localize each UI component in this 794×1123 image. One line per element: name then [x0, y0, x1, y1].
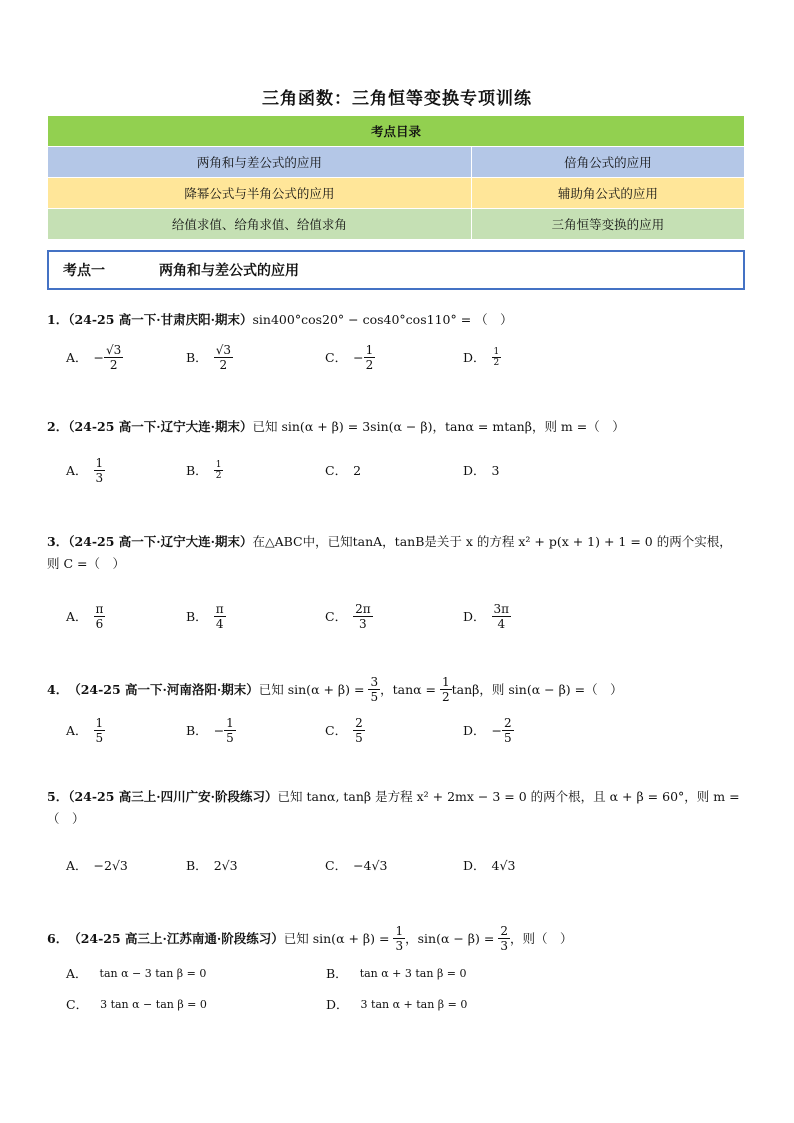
options-3 [66, 596, 746, 636]
option-label: B． [186, 609, 208, 624]
option-label: A． [66, 723, 88, 738]
option-c[interactable] [325, 845, 387, 885]
option-label: A． [66, 966, 88, 981]
question-source: （24-25 高一下·辽宁大连·期末） [68, 419, 253, 434]
question-number: 6． [47, 930, 69, 946]
fraction-numerator: 3 [370, 675, 379, 689]
option-b[interactable] [186, 596, 226, 636]
option-d[interactable] [463, 710, 514, 750]
option-sign: − [353, 349, 364, 365]
fraction-denominator: 2 [493, 357, 500, 368]
question-number: 1． [47, 312, 69, 327]
fraction-numerator: 1 [95, 455, 104, 470]
fraction-numerator: 1 [365, 342, 374, 357]
option-text: −2√3 [93, 857, 128, 873]
question-number: 3． [47, 534, 69, 549]
option-c[interactable] [325, 710, 365, 750]
question-4 [47, 675, 747, 704]
fraction-numerator: √3 [106, 342, 122, 357]
option-label: B． [186, 350, 208, 365]
fraction-numerator: 2π [355, 601, 371, 616]
section-number: 考点一 [63, 263, 105, 279]
question-stem: tanβ，则 sin(α − β) =（ ） [451, 681, 623, 697]
option-d[interactable] [463, 596, 511, 636]
options-5 [66, 845, 746, 885]
question-source: （24-25 高一下·河南洛阳·期末） [68, 681, 259, 697]
fraction-denominator: 3 [500, 939, 508, 953]
question-5 [47, 786, 747, 830]
fraction-denominator: 5 [355, 730, 363, 745]
question-stem: ，sin(α − β) = [405, 930, 495, 946]
question-stem: 已知 tanα, tanβ 是方程 x² + 2mx − 3 = 0 的两个根，且 α + β = 60°，则 m = [277, 789, 740, 804]
option-d[interactable] [326, 995, 467, 1013]
question-stem: 已知 sin(α + β) = [258, 681, 365, 697]
topic-item: 给值求值、给角求值、给值求角 [48, 209, 472, 240]
option-label: A． [66, 858, 88, 873]
question-stem: sin400°cos20° − cos40°cos110° = （ ） [252, 312, 513, 327]
option-a[interactable] [66, 964, 206, 982]
option-a[interactable] [66, 845, 128, 885]
option-label: D． [463, 858, 486, 873]
option-text: −4√3 [353, 857, 388, 873]
option-label: D． [326, 997, 349, 1012]
option-text: 4√3 [491, 857, 516, 873]
question-6 [47, 924, 747, 953]
fraction-denominator: 5 [370, 690, 379, 704]
topic-item: 降幂公式与半角公式的应用 [48, 178, 472, 209]
option-sign: − [491, 722, 503, 738]
fraction-numerator: 3π [493, 601, 510, 616]
option-label: C． [325, 463, 348, 478]
question-stem-continued: 则 C =（ ） [47, 556, 125, 571]
question-stem-continued: （ ） [47, 811, 85, 826]
option-label: C． [325, 723, 348, 738]
option-c[interactable] [66, 995, 207, 1013]
option-c[interactable] [325, 450, 361, 490]
question-source: （24-25 高三上·江苏南通·阶段练习） [68, 930, 284, 946]
option-text: 3 [491, 462, 500, 478]
option-label: B． [326, 966, 348, 981]
topic-table-header: 考点目录 [48, 116, 745, 147]
question-stem: ，则（ ） [510, 930, 573, 946]
fraction-denominator: 5 [504, 730, 512, 745]
option-a[interactable] [66, 450, 105, 490]
option-label: A． [66, 350, 88, 365]
option-sign: − [93, 349, 105, 365]
option-b[interactable] [186, 450, 223, 490]
fraction-numerator: 1 [442, 675, 450, 689]
fraction-numerator: 2 [504, 715, 512, 730]
option-text: tan α + 3 tan β = 0 [359, 966, 467, 980]
option-label: A． [66, 463, 88, 478]
fraction-numerator: 1 [226, 715, 234, 730]
option-label: C． [325, 609, 348, 624]
fraction-denominator: 2 [215, 470, 222, 481]
option-label: B． [186, 463, 208, 478]
option-a[interactable] [66, 596, 105, 636]
topic-item: 辅助角公式的应用 [471, 178, 744, 209]
option-label: D． [463, 723, 486, 738]
section-header [47, 250, 745, 290]
option-c[interactable] [325, 596, 373, 636]
question-2 [47, 416, 747, 438]
question-number: 5． [47, 789, 69, 804]
option-label: D． [463, 350, 486, 365]
option-d[interactable] [463, 450, 499, 490]
fraction-numerator: 1 [215, 459, 222, 470]
option-text: 2√3 [213, 857, 238, 873]
question-stem: ，tanα = [380, 681, 437, 697]
fraction-numerator: 2 [355, 715, 363, 730]
fraction-numerator: 2 [500, 924, 508, 938]
question-1 [47, 309, 747, 331]
option-label: B． [186, 858, 208, 873]
fraction-denominator: 2 [219, 357, 228, 372]
option-d[interactable] [463, 845, 515, 885]
option-label: A． [66, 609, 88, 624]
topic-table [47, 115, 745, 240]
question-stem: 在△ABC中，已知tanA，tanB是关于 x 的方程 x² + p(x + 1) + 1 = 0 的两个实根， [252, 534, 732, 549]
options-1 [66, 337, 746, 377]
fraction-denominator: 2 [109, 357, 118, 372]
option-label: D． [463, 463, 486, 478]
question-stem: 已知 sin(α + β) = 3sin(α − β)，tanα = mtanβ，则 m =（ ） [252, 419, 625, 434]
option-label: C． [325, 350, 348, 365]
fraction-denominator: 6 [95, 616, 104, 631]
fraction-denominator: 5 [95, 730, 104, 745]
option-label: C． [66, 997, 89, 1012]
question-source: （24-25 高一下·辽宁大连·期末） [68, 534, 253, 549]
option-b[interactable] [186, 710, 236, 750]
fraction-numerator: √3 [215, 342, 231, 357]
question-3 [47, 531, 747, 575]
option-b[interactable] [186, 845, 238, 885]
fraction-numerator: 1 [493, 346, 500, 357]
fraction-numerator: 1 [95, 715, 104, 730]
fraction-numerator: π [95, 601, 104, 616]
option-a[interactable] [66, 710, 105, 750]
topic-item: 倍角公式的应用 [471, 147, 744, 178]
question-number: 2． [47, 419, 69, 434]
option-label: B． [186, 723, 208, 738]
topic-item: 三角恒等变换的应用 [471, 209, 744, 240]
option-text: 2 [353, 462, 362, 478]
fraction-denominator: 5 [226, 730, 234, 745]
fraction-denominator: 3 [95, 470, 104, 485]
option-label: C． [325, 858, 348, 873]
option-a[interactable] [66, 337, 123, 377]
fraction-denominator: 3 [395, 939, 404, 953]
options-4 [66, 710, 746, 750]
fraction-denominator: 2 [365, 357, 374, 372]
option-b[interactable] [326, 964, 467, 982]
question-source: （24-25 高三上·四川广安·阶段练习） [68, 789, 278, 804]
option-text: 3 tan α − tan β = 0 [100, 997, 207, 1011]
option-sign: − [213, 722, 225, 738]
fraction-denominator: 4 [215, 616, 224, 631]
option-c[interactable] [325, 337, 375, 377]
option-label: D． [463, 609, 486, 624]
question-stem: 已知 sin(α + β) = [283, 930, 390, 946]
question-number: 4． [47, 681, 69, 697]
fraction-numerator: π [215, 601, 224, 616]
fraction-denominator: 3 [359, 616, 367, 631]
option-b[interactable] [186, 337, 233, 377]
section-name: 两角和与差公式的应用 [159, 263, 299, 279]
fraction-denominator: 4 [497, 616, 506, 631]
topic-item: 两角和与差公式的应用 [48, 147, 472, 178]
fraction-denominator: 2 [442, 690, 450, 704]
option-d[interactable] [463, 337, 501, 377]
fraction-numerator: 1 [395, 924, 404, 938]
question-source: （24-25 高一下·甘肃庆阳·期末） [68, 312, 253, 327]
options-2 [66, 450, 746, 490]
page-title: 三角函数：三角恒等变换专项训练 [262, 89, 532, 109]
option-text: 3 tan α + tan β = 0 [360, 997, 468, 1011]
option-text: tan α − 3 tan β = 0 [99, 966, 207, 980]
